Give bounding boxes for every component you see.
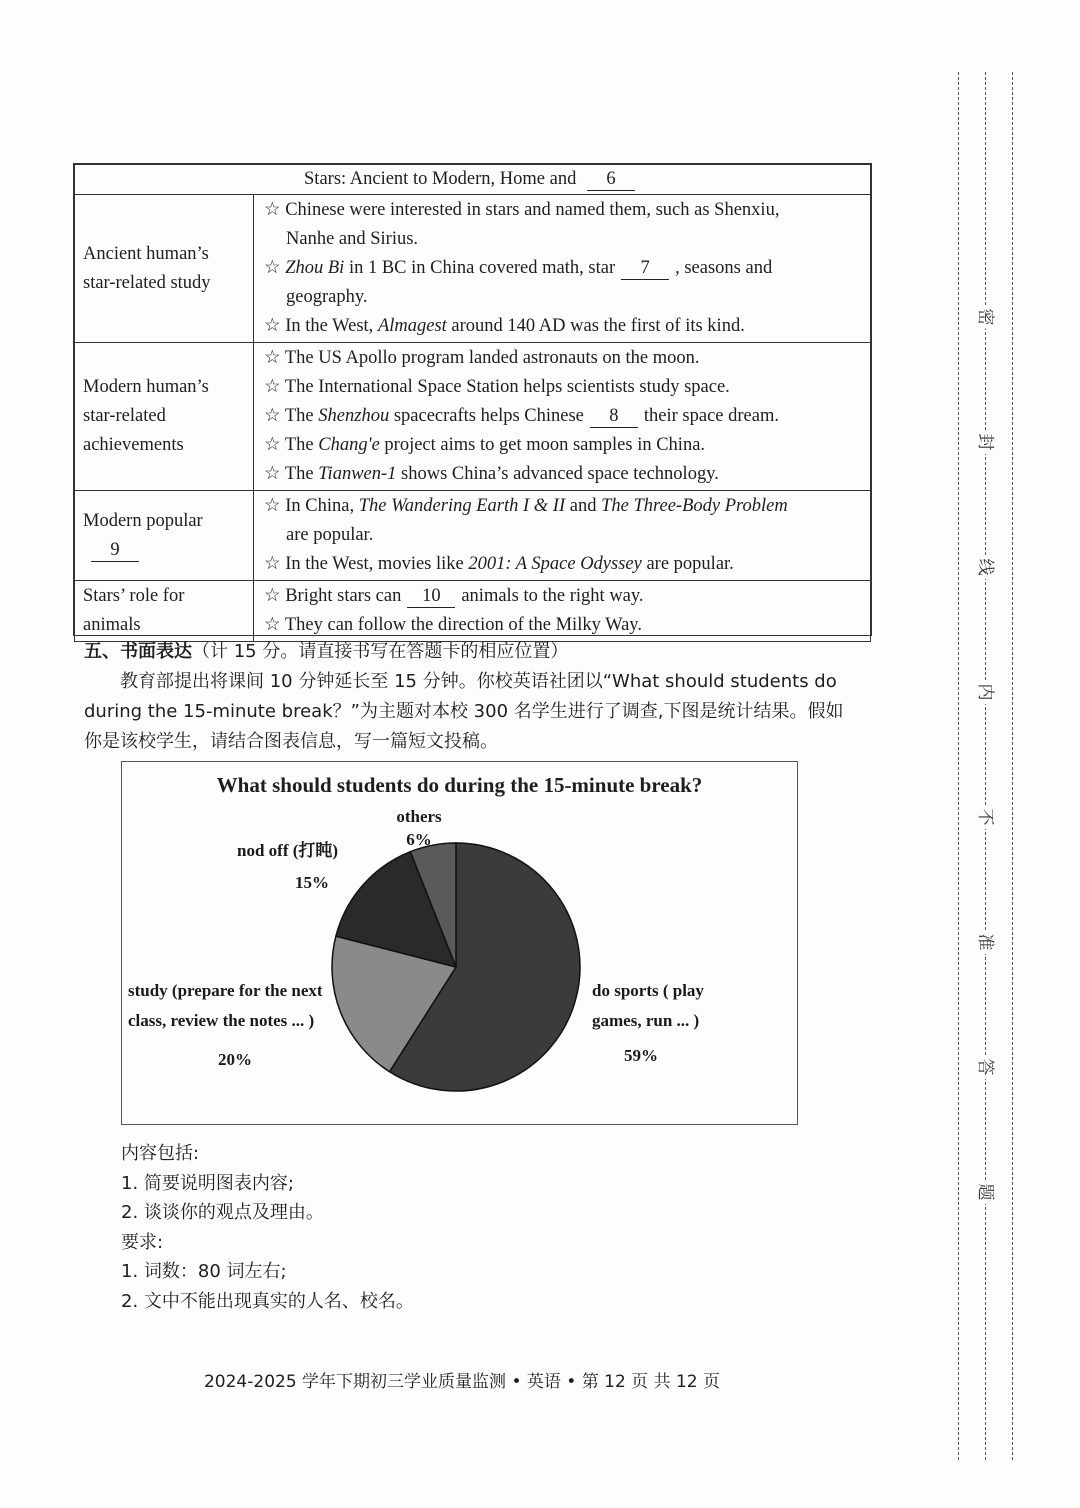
star-icon: ☆	[264, 258, 281, 278]
label-study-line2: class, review the notes ... )	[128, 1011, 315, 1030]
content-popular	[254, 491, 871, 581]
label-sports-pct: 59%	[624, 1046, 658, 1065]
content-heading: 内容包括:	[121, 1143, 200, 1164]
content-item-2: 2. 谈谈你的观点及理由。	[121, 1202, 324, 1223]
label-nod-off	[237, 836, 387, 900]
list-item: ☆ They can follow the direction of the Milky Way.	[264, 615, 642, 635]
table-title-text: Stars: Ancient to Modern, Home and	[304, 169, 577, 189]
item-text: In China,	[280, 496, 359, 516]
item-text: animals to the right way.	[461, 586, 644, 606]
seal-char: 密	[973, 305, 997, 329]
table-title	[75, 165, 871, 195]
label-study-pct: 20%	[218, 1050, 252, 1069]
seal-char: 内	[973, 680, 997, 704]
content-ancient	[254, 195, 871, 343]
section-heading	[84, 638, 568, 666]
star-icon: ☆	[264, 586, 281, 606]
mission-name: Tianwen-1	[318, 464, 397, 484]
project-name: Chang'e	[318, 435, 380, 455]
table-row	[75, 195, 871, 343]
item-text: project aims to get moon samples in China.	[379, 435, 706, 455]
label-do-sports	[592, 976, 752, 1076]
item-text: and	[565, 496, 602, 516]
seal-char: 题	[973, 1180, 997, 1204]
content-modern	[254, 343, 871, 491]
table-row	[75, 581, 871, 642]
list-item	[264, 582, 862, 611]
requirement-item-1: 1. 词数：80 词左右;	[121, 1261, 287, 1282]
list-item: ☆ Chinese were interested in stars and named them, such as Shenxiu,	[264, 200, 780, 220]
list-item	[264, 402, 862, 431]
item-text: In the West,	[280, 316, 378, 336]
item-text: Bright stars can	[280, 586, 402, 606]
category-animals: Stars’ role for animals	[75, 581, 254, 642]
binding-dashed-line	[958, 72, 959, 1460]
list-item: ☆ The International Space Station helps scientists study space.	[264, 377, 730, 397]
blank-9: 9	[91, 539, 139, 562]
item-text: in 1 BC in China covered math, star	[344, 258, 616, 278]
seal-char: 线	[973, 555, 997, 579]
list-item-continued: are popular.	[286, 525, 374, 545]
list-item: ☆ The US Apollo program landed astronauts on the moon.	[264, 348, 700, 368]
list-item	[264, 254, 862, 283]
category-ancient: Ancient human’s star-related study	[75, 195, 254, 343]
table-row	[75, 491, 871, 581]
chart-title: What should students do during the 15-minute break?	[216, 773, 703, 797]
book-title: Almagest	[377, 316, 447, 336]
blank-6: 6	[587, 168, 635, 191]
item-text: The	[280, 406, 319, 426]
label-others-pct: 6%	[406, 830, 432, 849]
requirements	[121, 1139, 414, 1316]
label-nod-name: nod off (打盹)	[237, 841, 339, 860]
movie-title: The Wandering Earth I & II	[358, 496, 566, 516]
movie-title: 2001: A Space Odyssey	[468, 554, 642, 574]
item-text: around 140 AD was the first of its kind.	[446, 316, 745, 336]
item-text: The	[280, 435, 319, 455]
requirements-heading: 要求:	[121, 1231, 164, 1253]
label-sports-line1: do sports ( play	[592, 981, 704, 1000]
item-text: , seasons and	[675, 258, 773, 278]
item-text: shows China’s advanced space technology.	[396, 464, 719, 484]
section-number: 五、书面表达	[84, 641, 192, 662]
label-nod-pct: 15%	[295, 873, 329, 892]
item-text: The	[280, 464, 319, 484]
movie-title: The Three-Body Problem	[601, 496, 788, 516]
label-study	[128, 976, 358, 1084]
section-instructions: （计 15 分。请直接书写在答题卡的相应位置）	[192, 641, 569, 662]
label-sports-line2: games, run ... )	[592, 1011, 700, 1030]
label-others	[384, 803, 454, 849]
item-text: In the West, movies like	[280, 554, 469, 574]
star-icon: ☆	[264, 554, 281, 574]
star-icon: ☆	[264, 406, 281, 426]
writing-prompt: 教育部提出将课间 10 分钟延长至 15 分钟。你校英语社团以“What should students do during the 15-minute break？”为主题对本校 300 名学生进行了调查,下图是统计结果。假如你是该校学生，请结合图表信息，写一篇短文投稿。	[84, 671, 844, 752]
book-title: Zhou Bi	[285, 258, 345, 278]
item-text: their space dream.	[643, 406, 779, 426]
star-icon: ☆	[264, 435, 281, 455]
list-item-continued: Nanhe and Sirius.	[286, 229, 419, 249]
label-study-line1: study (prepare for the next	[128, 981, 323, 1000]
list-item	[264, 492, 862, 521]
list-item-continued: geography.	[286, 287, 368, 307]
item-text: are popular.	[641, 554, 734, 574]
requirement-item-2: 2. 文中不能出现真实的人名、校名。	[121, 1290, 414, 1312]
content-item-1: 1. 简要说明图表内容;	[121, 1172, 294, 1194]
list-item	[264, 312, 862, 341]
blank-8: 8	[590, 405, 638, 428]
stars-info-table	[74, 164, 871, 642]
craft-name: Shenzhou	[318, 406, 390, 426]
seal-char: 答	[973, 1055, 997, 1079]
table-row	[75, 343, 871, 491]
binding-dashed-line	[1012, 72, 1013, 1460]
binding-dashed-line	[985, 72, 986, 1460]
category-modern: Modern human’s star-related achievements	[75, 343, 254, 491]
seal-char: 封	[973, 430, 997, 454]
page-footer: 2024-2025 学年下期初三学业质量监测 • 英语 • 第 12 页 共 12 页	[203, 1372, 721, 1392]
seal-char: 准	[973, 930, 997, 954]
category-text: Modern popular	[83, 510, 203, 531]
blank-7: 7	[621, 257, 669, 280]
content-animals	[254, 581, 871, 642]
category-popular	[75, 491, 254, 581]
star-icon: ☆	[264, 316, 281, 336]
blank-10: 10	[407, 585, 455, 608]
star-icon: ☆	[264, 464, 281, 484]
list-item	[264, 460, 862, 489]
list-item	[264, 431, 862, 460]
seal-char: 不	[973, 805, 997, 829]
pie-chart	[121, 761, 798, 1125]
list-item	[264, 550, 862, 579]
reading-table	[73, 163, 872, 636]
star-icon: ☆	[264, 496, 281, 516]
label-others-name: others	[396, 807, 442, 826]
item-text: spacecrafts helps Chinese	[389, 406, 584, 426]
